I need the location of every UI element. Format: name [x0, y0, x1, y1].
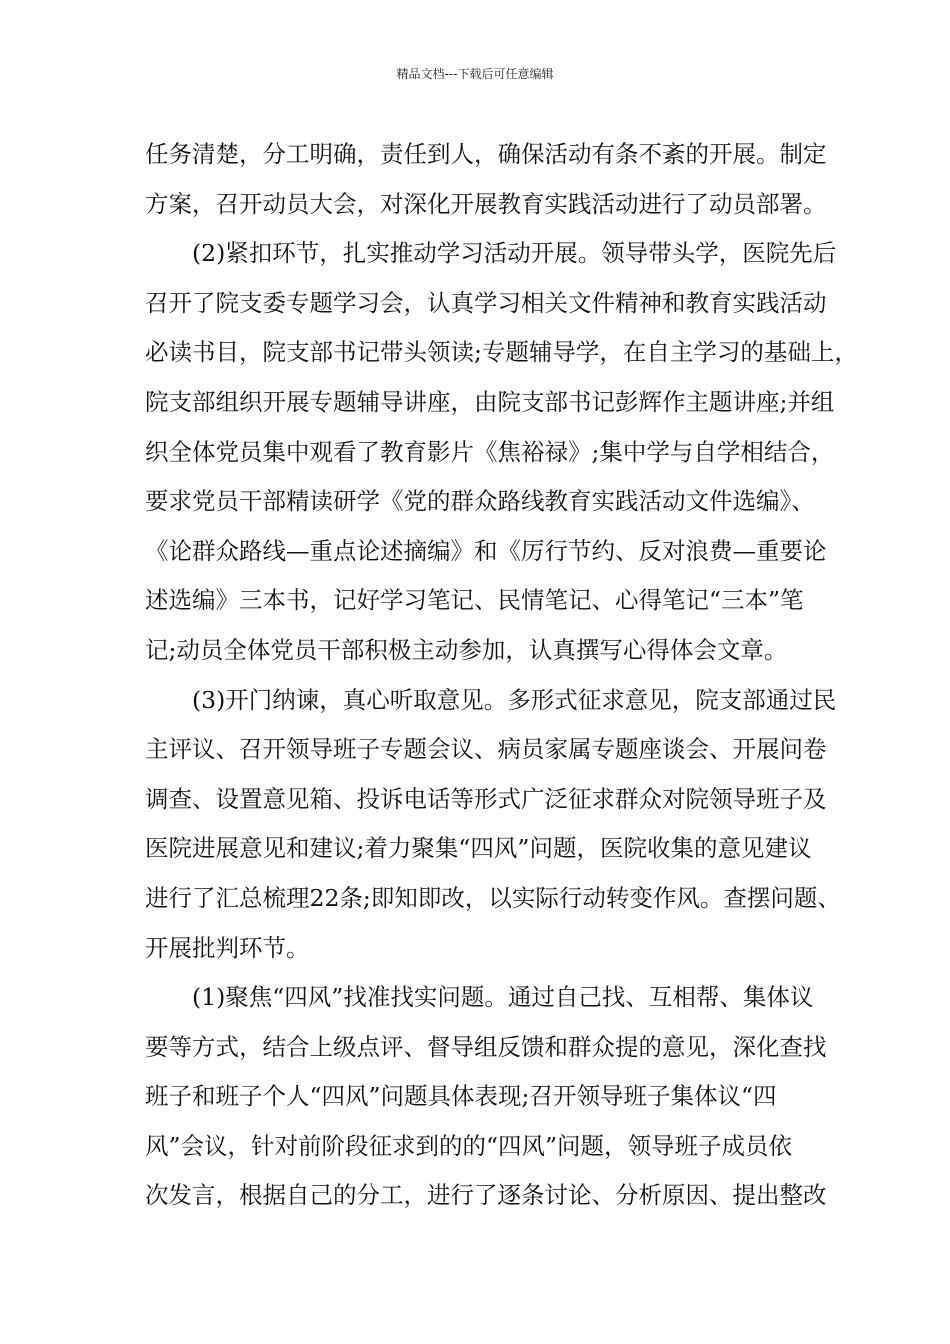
text-line: 开展批判环节。	[145, 933, 310, 962]
text-line: 任务清楚，分工明确，责任到人，确保活动有条不紊的开展。制定	[145, 140, 827, 168]
text-line: 风”会议，针对前阶段征求到的的“四风”问题，领导班子成员依	[145, 1131, 793, 1160]
text-line: 述选编》三本书，记好学习笔记、民情笔记、心得笔记“三本”笔	[145, 586, 804, 615]
text-line: 院支部组织开展专题辅导讲座，由院支部书记彭辉作主题讲座;并组	[145, 387, 835, 416]
text-line: 《论群众路线—重点论述摘编》和《厉行节约、反对浪费—重要论	[145, 536, 827, 565]
text-line: (2)紧扣环节，扎实推动学习活动开展。领导带头学，医院先后	[145, 239, 837, 268]
text-line: 医院进展意见和建议;着力聚集“四风”问题，医院收集的意见建议	[145, 834, 812, 863]
text-line: 进行了汇总梳理22条;即知即改，以实际行动转变作风。查摆问题、	[145, 883, 841, 912]
text-line: 必读书目，院支部书记带头领读;专题辅导学，在自主学习的基础上，	[145, 338, 858, 367]
text-line: 班子和班子个人“四风”问题具体表现;召开领导班子集体议“四	[145, 1082, 777, 1111]
text-line: 织全体党员集中观看了教育影片《焦裕禄》;集中学与自学相结合，	[145, 437, 835, 466]
text-line: (1)聚焦“四风”找准找实问题。通过自己找、互相帮、集体议	[145, 983, 814, 1012]
body-text	[145, 130, 858, 1221]
text-line: 方案，召开动员大会，对深化开展教育实践活动进行了动员部署。	[145, 189, 827, 218]
page-header: 精品文档---下载后可任意编辑	[396, 67, 554, 81]
text-line: 调查、设置意见箱、投诉电话等形式广泛征求群众对院领导班子及	[145, 784, 827, 813]
text-line: (3)开门纳谏，真心听取意见。多形式征求意见，院支部通过民	[145, 685, 837, 714]
text-line: 记;动员全体党员干部积极主动参加，认真撰写心得体会文章。	[145, 635, 788, 664]
text-line: 召开了院支委专题学习会，认真学习相关文件精神和教育实践活动	[145, 288, 827, 317]
text-line: 次发言，根据自己的分工，进行了逐条讨论、分析原因、提出整改	[145, 1181, 827, 1210]
text-line: 要等方式，结合上级点评、督导组反馈和群众提的意见，深化查找	[145, 1032, 827, 1061]
text-line: 要求党员干部精读研学《党的群众路线教育实践活动文件选编》、	[145, 487, 815, 516]
text-line: 主评议、召开领导班子专题会议、病员家属专题座谈会、开展问卷	[145, 735, 827, 764]
